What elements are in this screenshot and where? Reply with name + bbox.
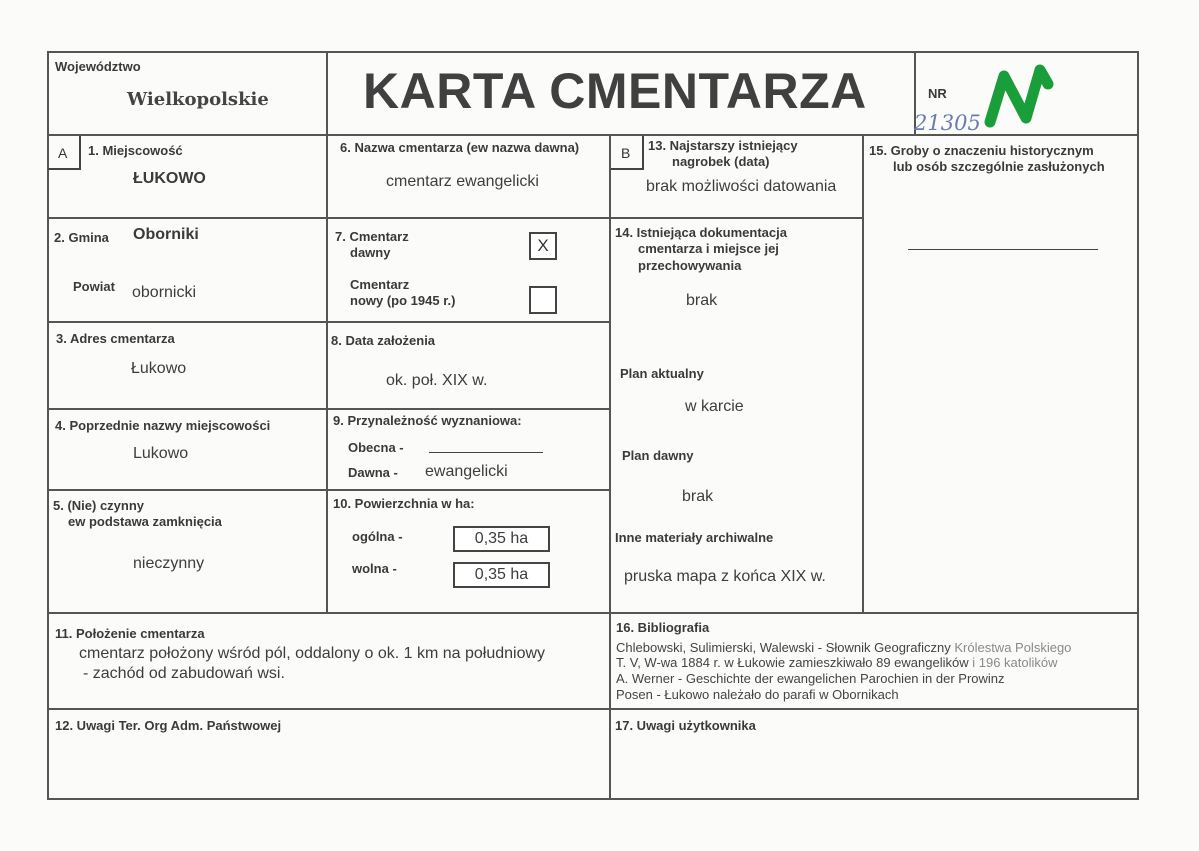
f4-value: Lukowo	[133, 445, 189, 462]
f3-label: 3. Adres cmentarza	[56, 331, 175, 346]
powiat-label: Powiat	[73, 279, 115, 294]
f11-label: 11. Położenie cmentarza	[55, 626, 205, 641]
divider-row5	[47, 612, 1139, 614]
divider-row6	[47, 708, 1139, 710]
wojewodztwo-label: Województwo	[55, 59, 141, 74]
plan-dawny-value: brak	[682, 488, 714, 505]
frame-top	[47, 51, 1139, 53]
ogolna-value: 0,35 ha	[453, 526, 550, 552]
nr-label: NR	[928, 86, 947, 101]
nr-handwritten: 21305	[914, 111, 981, 135]
f7b-label-2: nowy (po 1945 r.)	[350, 293, 456, 308]
f8-value: ok. poł. XIX w.	[386, 372, 488, 389]
f6-value: cmentarz ewangelicki	[386, 173, 539, 190]
f16-line2: T. V, W-wa 1884 r. w Łukowie zamieszkiwało 89 ewangelików i 196 katolików	[616, 655, 1058, 670]
dawna-value: ewangelicki	[425, 463, 508, 480]
f14-label-2: cmentarza i miejsce jej	[638, 241, 779, 256]
divider-col2	[609, 134, 611, 800]
f5-label-1: 5. (Nie) czynny	[53, 498, 145, 513]
f8-label: 8. Data założenia	[331, 333, 436, 348]
f7-label-2: dawny	[350, 245, 391, 260]
f16-line1: Chlebowski, Sulimierski, Walewski - Słownik Geograficzny Królestwa Polskiego	[616, 640, 1072, 655]
frame-right	[1137, 51, 1139, 800]
f14-value: brak	[686, 292, 718, 309]
f11-value-line2: - zachód od zabudowań wsi.	[83, 665, 285, 682]
f16-line4: Posen - Łukowo należało do parafi w Obornikach	[616, 687, 899, 702]
divider-col3	[862, 134, 864, 614]
page-title: KARTA CMENTARZA	[363, 63, 867, 119]
divider-row2	[47, 321, 611, 323]
wojewodztwo-value: Wielkopolskie	[127, 89, 269, 110]
f2-label: 2. Gmina	[54, 230, 109, 245]
f11-value-line1: cmentarz położony wśród pól, oddalony o ok. 1 km na południowy	[79, 645, 546, 662]
f2-value: Oborniki	[133, 226, 199, 243]
divider-row3	[47, 408, 611, 410]
f1-label: 1. Miejscowość	[88, 143, 183, 158]
f7-dawny-checkbox[interactable]: X	[529, 232, 557, 260]
divider-row1	[47, 217, 611, 219]
f9-label: 9. Przynależność wyznaniowa:	[333, 413, 522, 428]
frame-bottom	[47, 798, 1139, 800]
f17-label: 17. Uwagi użytkownika	[615, 718, 756, 733]
powiat-value: obornicki	[132, 284, 197, 301]
f7-label-1: 7. Cmentarz	[335, 229, 409, 244]
f15-label-2: lub osób szczególnie zasłużonych	[893, 159, 1105, 174]
f15-label-1: 15. Groby o znaczeniu historycznym	[869, 143, 1094, 158]
f13-label-2: nagrobek (data)	[672, 154, 770, 169]
f14-label-1: 14. Istniejąca dokumentacja	[615, 225, 787, 240]
f6-label: 6. Nazwa cmentarza (ew nazwa dawna)	[340, 140, 580, 155]
f13-value: brak możliwości datowania	[646, 178, 837, 195]
green-n-mark	[982, 64, 1062, 136]
f16-line3: A. Werner - Geschichte der ewangelichen Parochien in der Prowinz	[616, 671, 1005, 686]
f13-label-1: 13. Najstarszy istniejący	[648, 138, 798, 153]
f3-value: Łukowo	[131, 360, 187, 377]
wolna-label: wolna -	[352, 561, 397, 576]
f15-blank-line	[908, 249, 1098, 250]
obecna-label: Obecna -	[348, 440, 404, 455]
f7-nowy-checkbox[interactable]	[529, 286, 557, 314]
obecna-blank-line	[429, 452, 543, 453]
f5-value: nieczynny	[133, 555, 205, 572]
dawna-label: Dawna -	[348, 465, 398, 480]
divider-row1-b	[609, 217, 864, 219]
plan-dawny-label: Plan dawny	[622, 448, 694, 463]
section-a-letter: A	[58, 145, 68, 161]
f14-label-3: przechowywania	[638, 258, 742, 273]
divider-row4	[47, 489, 611, 491]
f1-value: ŁUKOWO	[133, 170, 206, 187]
ogolna-label: ogólna -	[352, 529, 403, 544]
f16-label: 16. Bibliografia	[616, 620, 710, 635]
wolna-value: 0,35 ha	[453, 562, 550, 588]
plan-aktualny-value: w karcie	[685, 398, 744, 415]
plan-aktualny-label: Plan aktualny	[620, 366, 704, 381]
f5-label-2: ew podstawa zamknięcia	[68, 514, 222, 529]
inne-label: Inne materiały archiwalne	[615, 530, 774, 545]
f7b-label-1: Cmentarz	[350, 277, 410, 292]
section-b-letter: B	[621, 145, 631, 161]
inne-value: pruska mapa z końca XIX w.	[624, 568, 826, 585]
f10-label: 10. Powierzchnia w ha:	[333, 496, 475, 511]
f12-label: 12. Uwagi Ter. Org Adm. Państwowej	[55, 718, 282, 733]
f4-label: 4. Poprzednie nazwy miejscowości	[55, 418, 271, 433]
